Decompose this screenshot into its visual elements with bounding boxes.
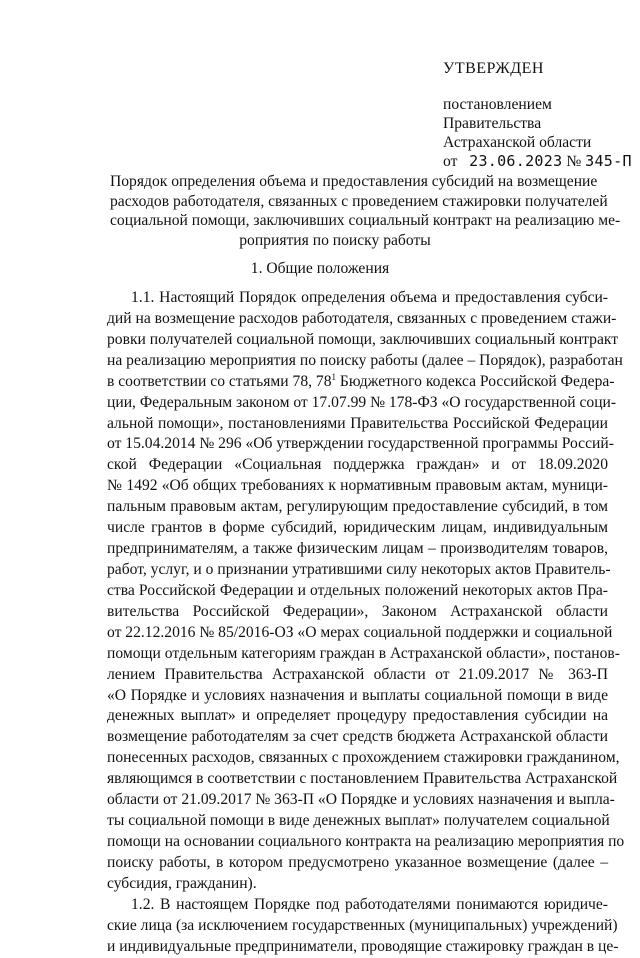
title-line: роприятия по поиску работы [239,231,431,249]
paragraph-line: работ, услуг, и о признании утратившими силу некоторых актов Правитель- [107,560,611,578]
paragraph-line: дий на возмещение расходов работодателя, связанных с проведением стажи- [107,309,617,327]
paragraph-line: и индивидуальные предприниматели, проводящие стажировку граждан в це- [107,937,619,955]
title-line: Порядок определения объема и предоставления субсидий на возмещение [110,173,598,190]
paragraph-line: возмещение работодателям за счет средств бюджета Астраханской области [107,728,608,746]
paragraph-line: ства Российской Федерации и отдельных положений некоторых актов Пра- [107,581,608,599]
paragraph-line: ской Федерации «Социальная поддержка граждан» и от 18.09.2020 [107,456,608,474]
paragraph-line: ровки получателей социальной помощи, заключивших социальный контракт [107,330,619,348]
title-line: социальной помощи, заключивших социальный контракт на реализацию ме- [110,212,621,230]
paragraph-line: пальным правовым актам, регулирующим предоставление субсидий, в том [107,498,608,516]
paragraph-line: 1.1. Настоящий Порядок определения объема и предоставления субси- [131,289,608,306]
paragraph-line: № 1492 «Об общих требованиях к нормативным правовым актам, муници- [107,477,608,495]
paragraph-line: лением Правительства Астраханской области от 21.09.2017 № 363-П [107,665,608,683]
paragraph-line: альной помощи», постановлениями Правительства Российской Федерации [107,414,608,432]
paragraph-line: ты социальной помощи в виде денежных выплат» получателем социальной [107,812,610,830]
decree-date: 23.06.2023 [469,152,563,170]
paragraph-line: «О Порядке и условиях назначения и выплаты социальной помощи в виде [107,686,608,704]
decree-number-sign: № [566,153,582,170]
decree-prefix: от [443,153,458,170]
paragraph-line: на реализацию мероприятия по поиску работы (далее – Порядок), разработан [107,351,623,369]
section-heading: 1. Общие положения [250,260,390,277]
approval-line: Правительства [443,115,542,132]
decree-reference [443,151,633,170]
paragraph-line: понесенных расходов, связанных с прохождением стажировки гражданином, [107,749,620,767]
paragraph-line: предпринимателям, а также физическим лицам – производителям товаров, [107,540,608,558]
decree-number: 345-П [585,152,632,170]
paragraph-line: субсидия, гражданин). [107,874,257,892]
paragraph-line: области от 21.09.2017 № 363-П «О Порядке и условиях назначения и выпла- [107,791,615,809]
paragraph-line: от 22.12.2016 № 85/2016-ОЗ «О мерах социальной поддержки и социальной [107,623,613,641]
superscript: 1 [331,371,337,382]
title-line: расходов работодателя, связанных с проведением стажировки получателей [110,192,608,210]
paragraph-line: помощи на основании социального контракта на реализацию мероприятия по [107,832,625,850]
paragraph-line: поиску работы, в котором предусмотрено указанное возмещение (далее – [107,853,608,871]
paragraph-line: помощи отдельным категориям граждан в Астраханской области», постанов- [107,644,620,662]
line-text: Бюджетного кодекса Российской Федера- [336,372,615,390]
approval-heading: УТВЕРЖДЕН [443,60,544,77]
document-title [110,172,621,250]
paragraph-line: являющимся в соответствии с постановлением Правительства Астраханской [107,770,618,788]
paragraph-line [107,371,615,393]
paragraph-line: числе грантов в форме субсидий, юридическим лицам, индивидуальным [107,519,608,537]
paragraph-line: ские лица (за исключением государственных (муниципальных) учреждений) [107,916,618,934]
paragraph-line: денежных выплат» и определяет процедуру предоставления субсидии на [107,707,608,725]
approval-line: постановлением [443,96,552,113]
body-text [107,288,625,958]
line-text: в соответствии со статьями 78, 78 [107,372,332,390]
approval-block [443,58,633,170]
paragraph-line: от 15.04.2014 № 296 «Об утверждении государственной программы Россий- [107,435,614,453]
approval-line: Астраханской области [443,134,592,151]
paragraph-line: ции, Федеральным законом от 17.07.99 № 178-ФЗ «О государственной соци- [107,393,617,411]
paragraph-line: 1.2. В настоящем Порядке под работодателями понимаются юридиче- [131,895,608,913]
paragraph-line: вительства Российской Федерации», Законом Астраханской области [107,602,608,620]
